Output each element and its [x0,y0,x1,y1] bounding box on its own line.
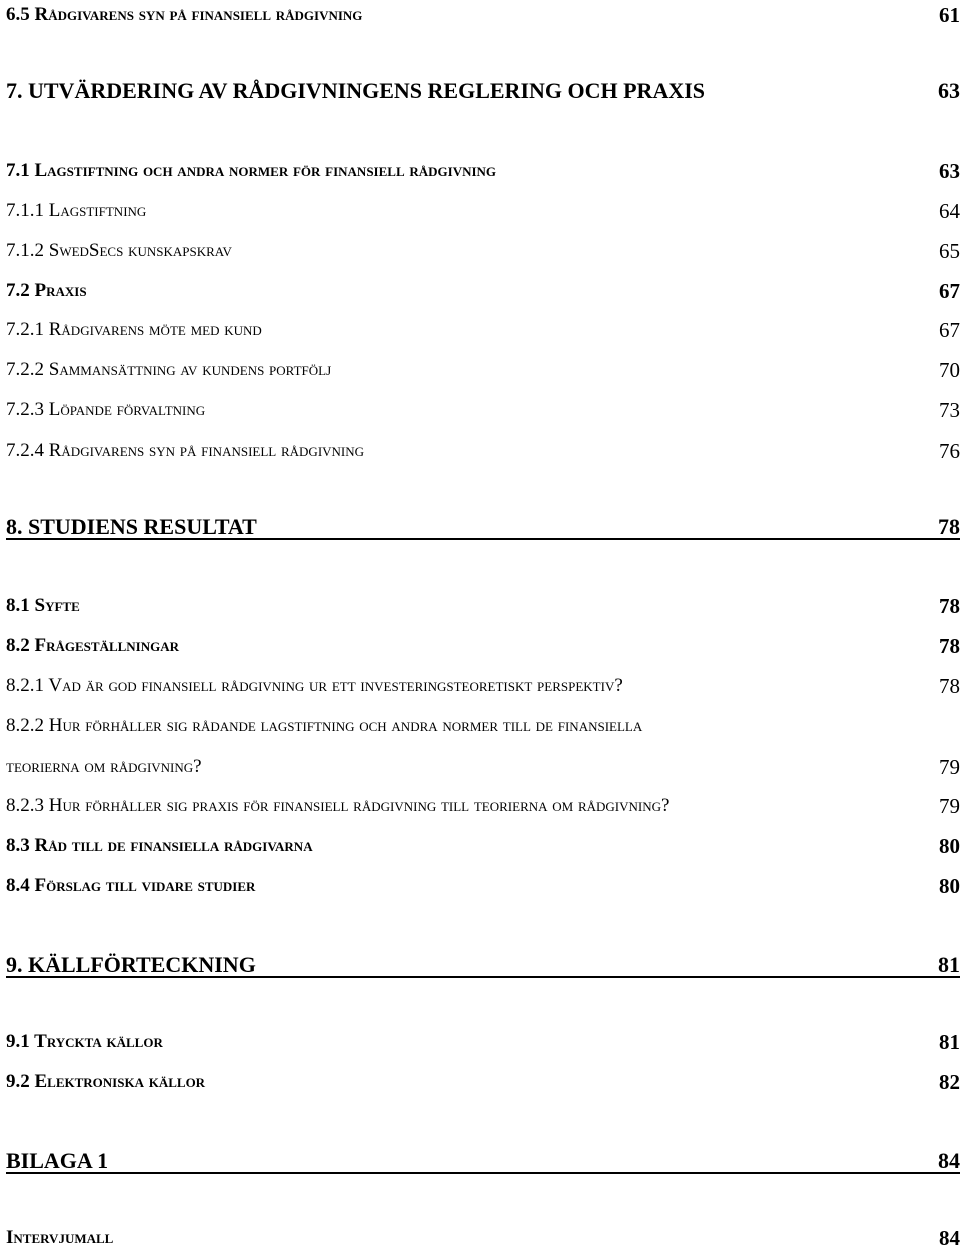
toc-chapter-9[interactable] [6,952,960,978]
toc-entry-page: 78 [939,634,960,658]
toc-entry-9-1[interactable] [6,1028,960,1056]
toc-entry-page: 76 [939,439,960,463]
toc-entry-title: 8.4 Förslag till vidare studier [6,875,256,896]
toc-entry-page: 63 [939,159,960,183]
toc-entry-title: 8.2 Frågeställningar [6,635,180,656]
toc-entry-title-continued: teorierna om rådgivning? [6,756,202,777]
toc-entry-8-2-3[interactable] [6,792,960,820]
toc-entry-title: 7.2.1 Rådgivarens möte med kund [6,319,262,340]
toc-entry-title: 6.5 Rådgivarens syn på finansiell rådgivning [6,4,363,25]
toc-entry-page: 80 [939,834,960,858]
toc-entry-page: 63 [938,78,960,103]
toc-entry-page: 79 [939,794,960,818]
toc-entry-title: 8.2.1 Vad är god finansiell rådgivning ur ett investeringsteoretiskt perspektiv? [6,675,623,696]
toc-entry-7-2[interactable] [6,277,960,305]
toc-entry-title: 8.3 Råd till de finansiella rådgivarna [6,835,313,856]
toc-entry-8-4[interactable] [6,872,960,900]
toc-entry-title: 7.1.1 Lagstiftning [6,200,147,221]
toc-entry-page: 79 [939,755,960,779]
toc-entry-8-2-2[interactable] [6,712,960,740]
toc-entry-page: 64 [939,199,960,223]
toc-entry-page: 78 [939,594,960,618]
toc-entry-title: 7.1.2 SwedSecs kunskapskrav [6,240,232,261]
toc-entry-title: Intervjumall [6,1227,114,1248]
toc-entry-title: 7.2 Praxis [6,280,87,301]
toc-entry-title: 7.1 Lagstiftning och andra normer för finansiell rådgivning [6,160,497,181]
toc-entry-page: 84 [938,1148,960,1173]
toc-entry-page: 67 [939,318,960,342]
toc-entry-8-2-1[interactable] [6,672,960,700]
toc-entry-title: 8. STUDIENS RESULTAT [6,514,257,539]
toc-entry-8-2-2-continued[interactable] [6,753,960,781]
toc-entry-page: 81 [939,1030,960,1054]
toc-entry-7-1[interactable] [6,157,960,185]
toc-entry-title: 9.1 Tryckta källor [6,1031,163,1052]
toc-entry-page: 73 [939,398,960,422]
toc-entry-page: 65 [939,239,960,263]
toc-entry-page: 70 [939,358,960,382]
toc-entry-page: 81 [938,952,960,977]
toc-entry-title: 8.2.3 Hur förhåller sig praxis för finansiell rådgivning till teorierna om rådgivning? [6,795,670,816]
toc-entry-7-2-3[interactable] [6,396,960,424]
toc-entry-8-1[interactable] [6,592,960,620]
toc-entry-title: 8.1 Syfte [6,595,80,616]
toc-entry-title: 9.2 Elektroniska källor [6,1071,206,1092]
toc-entry-9-2[interactable] [6,1068,960,1096]
toc-entry-title: 7.2.2 Sammansättning av kundens portfölj [6,359,332,380]
toc-entry-title: 7.2.4 Rådgivarens syn på finansiell rådgivning [6,440,365,461]
toc-entry-page: 78 [938,514,960,539]
toc-entry-page: 80 [939,874,960,898]
toc-entry-7-2-1[interactable] [6,316,960,344]
toc-entry-7-1-2[interactable] [6,237,960,265]
toc-entry-8-2[interactable] [6,632,960,660]
toc-entry-page: 61 [939,3,960,27]
toc-entry-title: BILAGA 1 [6,1148,109,1173]
toc-appendix-1[interactable] [6,1148,960,1174]
toc-entry-title: 9. KÄLLFÖRTECKNING [6,952,256,977]
toc-entry-title: 8.2.2 Hur förhåller sig rådande lagstiftning och andra normer till de finansiella [6,715,643,736]
toc-entry-page: 67 [939,279,960,303]
toc-chapter-8[interactable] [6,514,960,540]
toc-entry-8-3[interactable] [6,832,960,860]
toc-entry-7-2-2[interactable] [6,356,960,384]
toc-entry-title: 7. UTVÄRDERING AV RÅDGIVNINGENS REGLERING OCH PRAXIS [6,78,706,103]
toc-entry-6-5[interactable] [6,1,960,29]
toc-entry-page: 84 [939,1226,960,1250]
toc-chapter-7[interactable] [6,77,960,105]
toc-entry-7-2-4[interactable] [6,437,960,465]
toc-entry-7-1-1[interactable] [6,197,960,225]
toc-entry-title: 7.2.3 Löpande förvaltning [6,399,206,420]
toc-entry-page: 82 [939,1070,960,1094]
toc-entry-page: 78 [939,674,960,698]
